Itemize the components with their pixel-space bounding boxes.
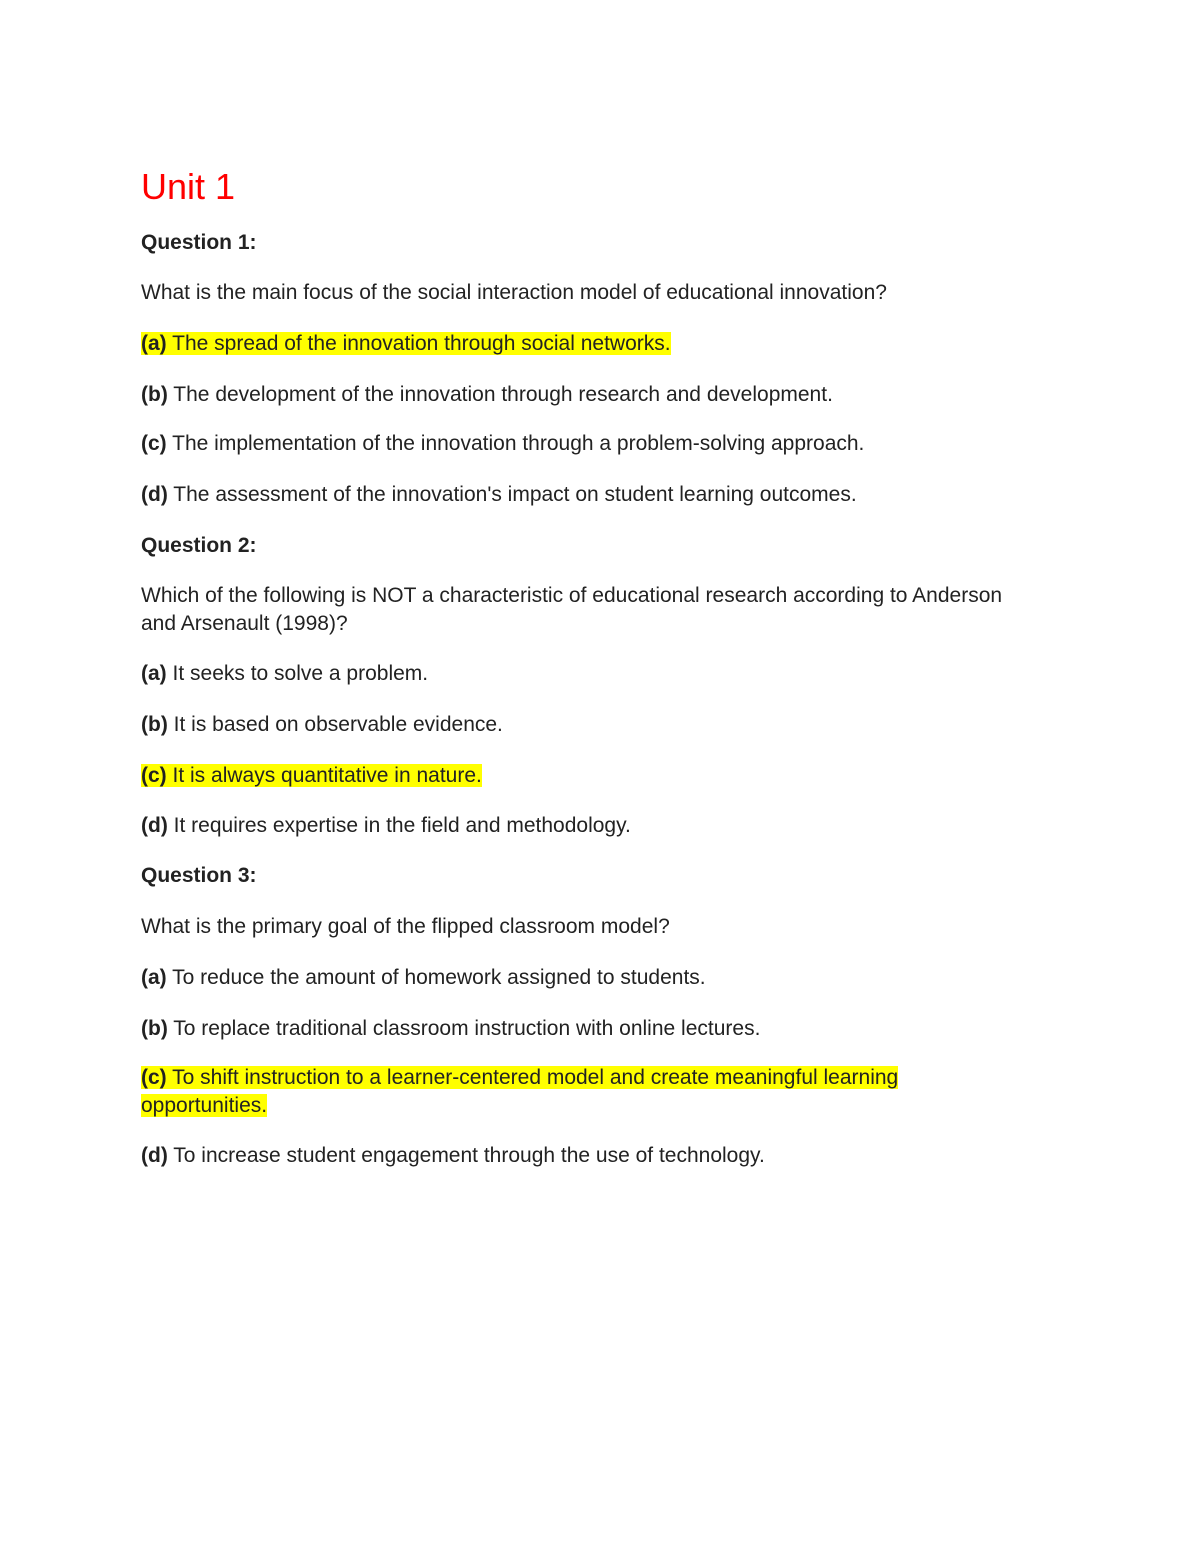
- question-3-heading: Question 3:: [141, 864, 257, 887]
- option-letter: (a): [141, 662, 167, 685]
- option-letter: (b): [141, 1017, 168, 1040]
- question-2-option-a: [141, 660, 1021, 688]
- option-content: [141, 1144, 765, 1167]
- question-3-option-d: [141, 1142, 1021, 1170]
- question-2-heading: Question 2:: [141, 534, 257, 557]
- question-1-text: What is the main focus of the social interaction model of educational innovation?: [141, 281, 887, 304]
- option-letter: (b): [141, 383, 168, 406]
- option-text: It seeks to solve a problem.: [172, 662, 429, 685]
- question-1-option-d: [141, 481, 1021, 509]
- option-text: It is always quantitative in nature.: [172, 764, 482, 787]
- option-content: [141, 764, 482, 787]
- question-2-option-b: [141, 711, 1021, 739]
- option-content: [141, 332, 671, 355]
- option-content: [141, 1066, 898, 1117]
- question-3-option-b: [141, 1015, 1021, 1043]
- option-text: The spread of the innovation through social networks.: [172, 332, 671, 355]
- option-letter: (a): [141, 966, 167, 989]
- unit-title: Unit 1: [141, 166, 236, 207]
- option-letter: (d): [141, 483, 168, 506]
- option-content: [141, 1017, 760, 1040]
- question-3-text: What is the primary goal of the flipped classroom model?: [141, 915, 670, 938]
- option-content: [141, 432, 864, 455]
- option-letter: (a): [141, 332, 167, 355]
- question-3-option-a: [141, 964, 1021, 992]
- option-text: It requires expertise in the field and methodology.: [173, 814, 631, 837]
- option-text: To increase student engagement through the use of technology.: [173, 1144, 765, 1167]
- option-content: [141, 383, 833, 406]
- option-letter: (b): [141, 713, 168, 736]
- option-letter: (d): [141, 1144, 168, 1167]
- option-text: The assessment of the innovation's impact on student learning outcomes.: [173, 483, 857, 506]
- question-2-option-c: [141, 762, 1021, 790]
- option-content: [141, 662, 428, 685]
- question-1-option-b: [141, 381, 1021, 409]
- option-content: [141, 483, 857, 506]
- question-2-option-d: [141, 812, 1021, 840]
- option-text: To shift instruction to a learner-centered model and create meaningful learning opportunities.: [141, 1066, 899, 1117]
- question-3-option-c: [141, 1064, 1021, 1120]
- option-content: [141, 814, 631, 837]
- question-1-heading: Question 1:: [141, 231, 257, 254]
- option-text: To reduce the amount of homework assigned to students.: [172, 966, 706, 989]
- option-letter: (c): [141, 1066, 167, 1089]
- question-2-text: Which of the following is NOT a characteristic of educational research according to Anderson and Arsenault (1998)?: [141, 584, 1003, 635]
- option-content: [141, 713, 503, 736]
- question-1-option-a: [141, 330, 1021, 358]
- question-1-option-c: [141, 430, 1021, 458]
- option-letter: (d): [141, 814, 168, 837]
- option-letter: (c): [141, 764, 167, 787]
- option-text: It is based on observable evidence.: [173, 713, 503, 736]
- option-text: To replace traditional classroom instruction with online lectures.: [173, 1017, 761, 1040]
- option-content: [141, 966, 706, 989]
- option-text: The implementation of the innovation through a problem-solving approach.: [172, 432, 865, 455]
- option-letter: (c): [141, 432, 167, 455]
- option-text: The development of the innovation through research and development.: [173, 383, 833, 406]
